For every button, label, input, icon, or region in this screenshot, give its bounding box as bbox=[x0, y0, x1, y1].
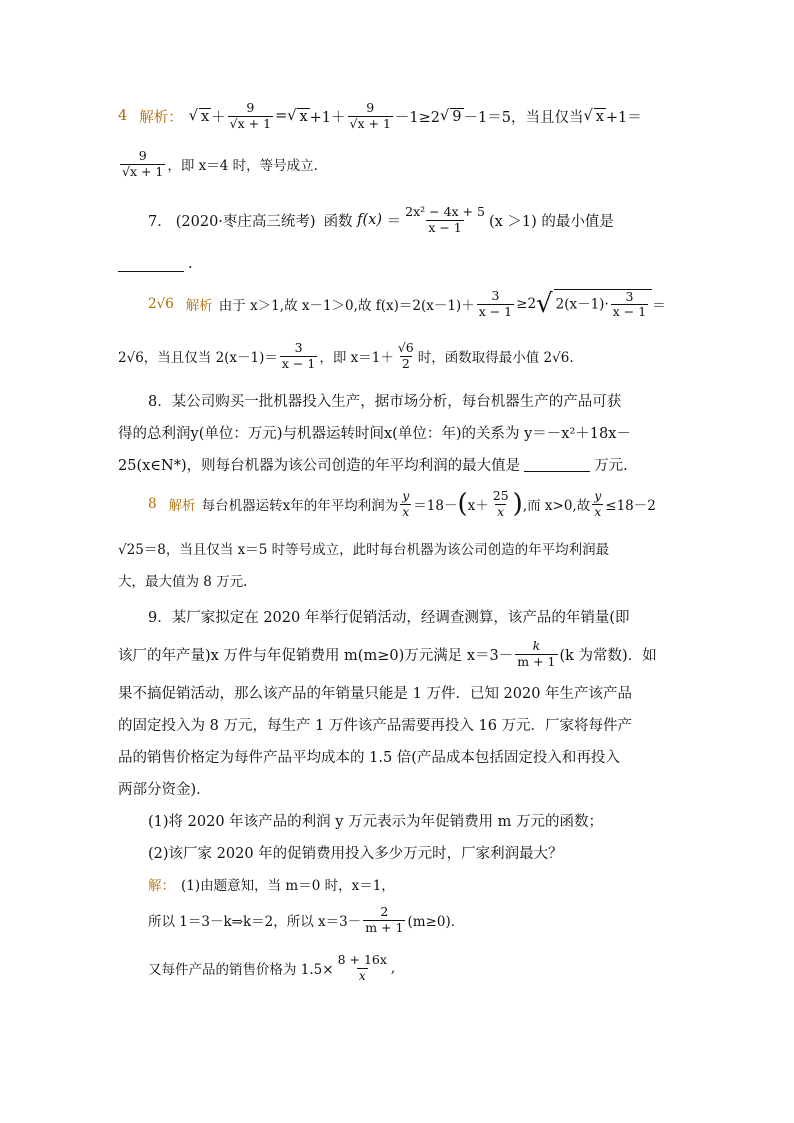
q9-subquestion-2: (2)该厂家 2020 年的促销费用投入多少万元时，厂家利润最大？ bbox=[148, 845, 563, 862]
q8-line-2: 得的总利润y(单位：万元)与机器运转时间x(单位：年)的关系为 y＝－x²＋18x－ bbox=[118, 425, 631, 442]
fraction-9-over-sqrtx1: $\frac{9}{√x + 1}$ bbox=[229, 100, 272, 131]
fraction-9-over-sqrtx1-c: $\frac{9}{√x + 1}$ bbox=[122, 148, 164, 179]
q6-solution-line: 4 解析： √ x ＋ $\frac{9}{√x + 1}$ = √ x +1＋ $\frac{9}{√x + 1}$ －1≥2 √ 9 －1＝5，当且仅当 √ x +1＝ bbox=[118, 98, 672, 134]
q9-line-1: 9．某厂家拟定在 2020 年举行促销活动，经调查测算，该产品的年销量(即 bbox=[148, 609, 630, 626]
q7-question-line: 7． (2020·枣庄高三统考) 函数 f(x) ＝ $\frac{\text{2x² − 4x + 5}}{x - 1}$ (x ＞1) 的最小值是 bbox=[148, 204, 614, 235]
q7-answer: 2√6 bbox=[148, 296, 174, 312]
q7-solution-line: 2√6 解析 由于 x＞1,故 x－1＞0,故 f(x)＝2(x－1)＋ $\frac{3}{x - 1}$ ≥2 √ 2(x－1)· $\frac{3}{x - 1}$ ＝ bbox=[148, 288, 666, 319]
q9-label: 解： bbox=[148, 878, 175, 894]
answer-blank bbox=[524, 457, 590, 472]
fraction-9-over-sqrtx1-b: $\frac{9}{√x + 1}$ bbox=[349, 100, 391, 131]
q8-line-1: 8．某公司购买一批机器投入生产，据市场分析，每台机器生产的产品可获 bbox=[148, 393, 622, 410]
q8-label: 解析 bbox=[168, 498, 196, 514]
q8-line-3: 25(x∈N*)，则每台机器为该公司创造的年平均利润的最大值是 万元. bbox=[118, 457, 628, 474]
q7-label: 解析 bbox=[185, 298, 213, 314]
q7-answer-blank-line: . bbox=[118, 246, 672, 282]
sqrt-x: x bbox=[200, 108, 210, 125]
q6-label: 解析： bbox=[139, 109, 183, 126]
q9-solution-line-1: 解： (1)由题意知，当 m＝0 时，x＝1， bbox=[148, 866, 672, 902]
q9-line-5: 品的销售价格定为每件产品平均成本的 1.5 倍(产品成本包括固定投入和再投入 bbox=[118, 749, 620, 766]
q9-line-4: 的固定投入为 8 万元，每生产 1 万件该产品需要再投入 16 万元．厂家将每件产 bbox=[118, 717, 633, 734]
q8-solution-line-3: 大，最大值为 8 万元. bbox=[118, 574, 248, 590]
fraction-q7-function: $\frac{\text{2x² − 4x + 5}}{x - 1}$ bbox=[405, 204, 485, 235]
q9-solution-line-3: 又每件产品的销售价格为 1.5× $\frac{8 + 16x}{x}$ , bbox=[148, 952, 396, 983]
q8-solution-line: 8 解析 每台机器运转x年的年平均利润为 $\frac{y}{x}$ ＝18－ ( x＋ $\frac{25}{x}$ ) ,而 x>0,故 $\frac{y}{x}$ ≤18－2 bbox=[148, 488, 656, 519]
q9-line-3: 果不搞促销活动，那么该产品的年销量只能是 1 万件．已知 2020 年生产该产品 bbox=[118, 685, 633, 702]
q9-line-6: 两部分资金)． bbox=[118, 781, 211, 798]
q9-line-2: 该厂的年产量)x 万件与年促销费用 m(m≥0)万元满足 x＝3－ $\frac{k}{m + 1}$ (k 为常数)．如 bbox=[118, 638, 657, 669]
answer-blank bbox=[118, 257, 184, 272]
q6-answer: 4 bbox=[118, 108, 128, 124]
q9-solution-line-2: 所以 1＝3－k⇒k＝2，所以 x＝3－ $\frac{2}{m + 1}$ (m≥0)． bbox=[148, 904, 465, 935]
q9-subquestion-1: (1)将 2020 年该产品的利润 y 万元表示为年促销费用 m 万元的函数； bbox=[148, 813, 604, 830]
q7-solution-line-2: 2√6，当且仅当 2(x－1)＝ $\frac{3}{x - 1}$ ，即 x＝1＋ $\frac{√6}{2}$ 时，函数取得最小值 2√6. bbox=[118, 340, 574, 371]
q8-answer: 8 bbox=[148, 496, 157, 512]
q8-solution-line-2: √25＝8，当且仅当 x＝5 时等号成立，此时每台机器为该公司创造的年平均利润最 bbox=[118, 542, 610, 558]
q6-solution-line-2: $\frac{9}{√x + 1}$ ，即 x＝4 时，等号成立. bbox=[122, 148, 318, 179]
q7-source: (2020·枣庄高三统考) bbox=[175, 213, 316, 230]
